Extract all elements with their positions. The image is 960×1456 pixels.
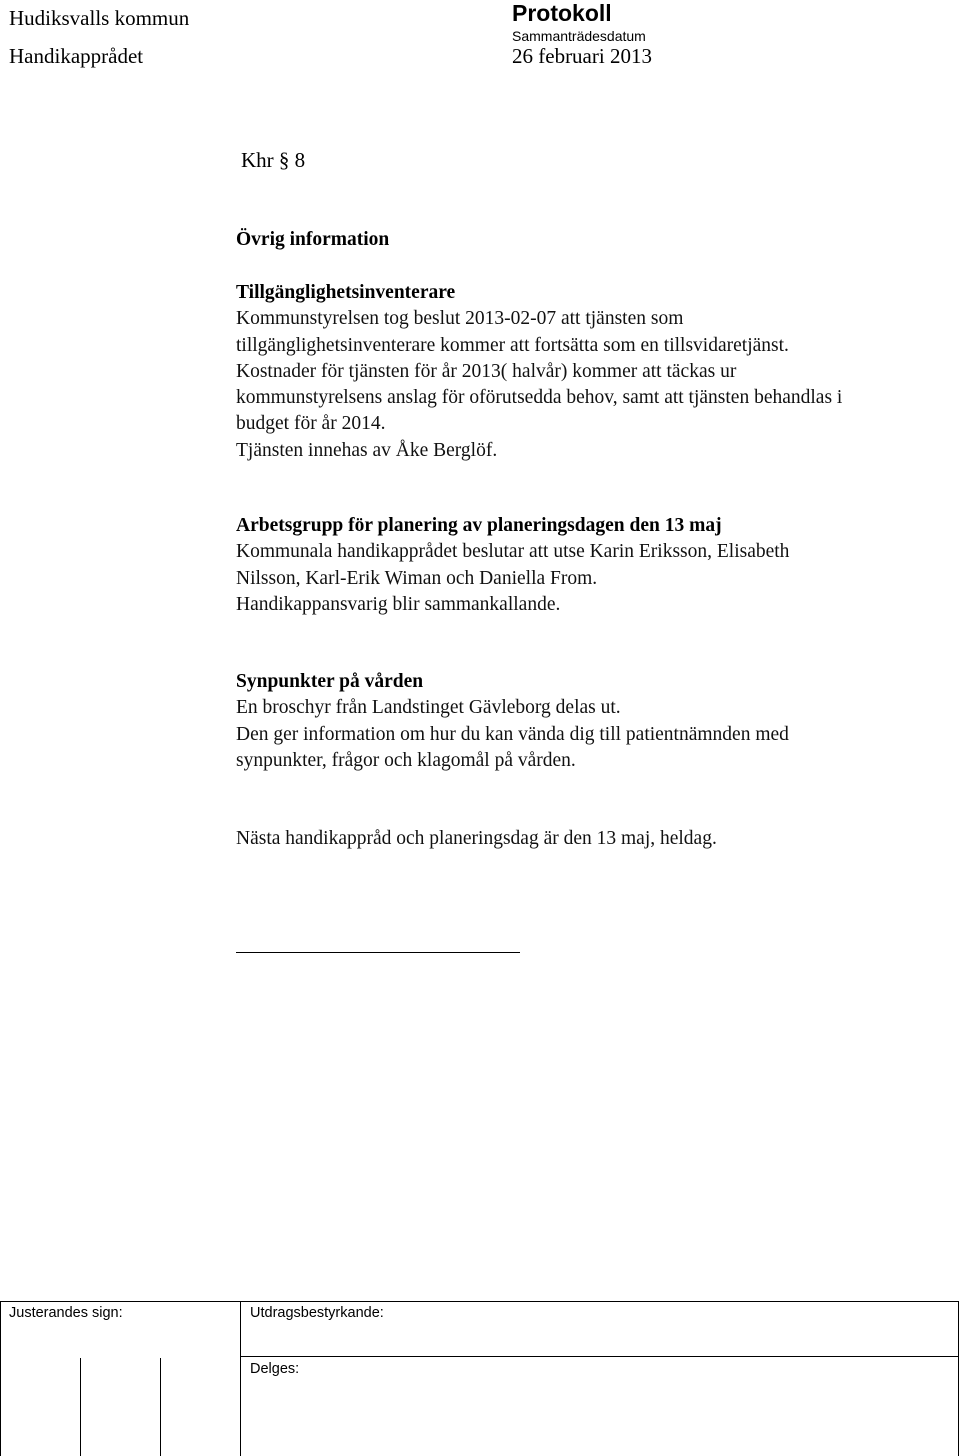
- paragraph-line: Den ger information om hur du kan vända dig till patientnämnden med: [236, 723, 789, 745]
- section-synpunkter: [236, 669, 936, 774]
- paragraph-line: tillgänglighetsinventerare kommer att fortsätta som en tillsvidaretjänst.: [236, 334, 789, 356]
- signature-line: [236, 952, 520, 953]
- paragraph-line: Kommunala handikapprådet beslutar att utse Karin Eriksson, Elisabeth: [236, 541, 790, 563]
- paragraph-line: kommunstyrelsens anslag för oförutsedda behov, samt att tjänsten behandlas i: [236, 387, 843, 409]
- footer-divider: [240, 1356, 958, 1357]
- paragraph-line: Handikappansvarig blir sammankallande.: [236, 593, 561, 615]
- section-title: Arbetsgrupp för planering av planeringsdagen den 13 maj: [236, 515, 722, 536]
- footer-signature-box: [0, 1301, 959, 1456]
- footer-divider: [0, 1302, 1, 1456]
- organization-name: Hudiksvalls kommun: [9, 6, 190, 30]
- document-type: Protokoll: [512, 0, 612, 26]
- delges-label: Delges:: [250, 1361, 300, 1377]
- justerandes-sign-label: Justerandes sign:: [9, 1305, 123, 1321]
- closing-note: Nästa handikappråd och planeringsdag är den 13 maj, heldag.: [236, 828, 717, 849]
- meeting-date: 26 februari 2013: [512, 44, 652, 68]
- footer-divider: [160, 1358, 161, 1456]
- paragraph-line: Kommunstyrelsen tog beslut 2013-02-07 att tjänsten som: [236, 308, 684, 330]
- meeting-date-label: Sammanträdesdatum: [512, 28, 646, 44]
- paragraph-line: Kostnader för tjänsten för år 2013( halvår) kommer att täckas ur: [236, 360, 737, 382]
- footer-divider: [240, 1302, 241, 1456]
- case-number: Khr § 8: [241, 148, 306, 172]
- footer-divider: [80, 1358, 81, 1456]
- section-tillganglighet: [236, 280, 936, 464]
- paragraph-line: Tjänsten innehas av Åke Berglöf.: [236, 439, 498, 461]
- paragraph-line: En broschyr från Landstinget Gävleborg delas ut.: [236, 697, 621, 719]
- utdragsbestyrkande-label: Utdragsbestyrkande:: [250, 1305, 384, 1321]
- section-title: Synpunkter på vården: [236, 671, 424, 692]
- paragraph-line: Nilsson, Karl-Erik Wiman och Daniella From.: [236, 567, 598, 589]
- section-arbetsgrupp: [236, 513, 936, 618]
- paragraph-line: budget för år 2014.: [236, 413, 386, 435]
- main-heading: Övrig information: [236, 229, 390, 250]
- department-name: Handikapprådet: [9, 44, 144, 68]
- paragraph-line: synpunkter, frågor och klagomål på vården.: [236, 749, 576, 771]
- section-title: Tillgänglighetsinventerare: [236, 282, 456, 303]
